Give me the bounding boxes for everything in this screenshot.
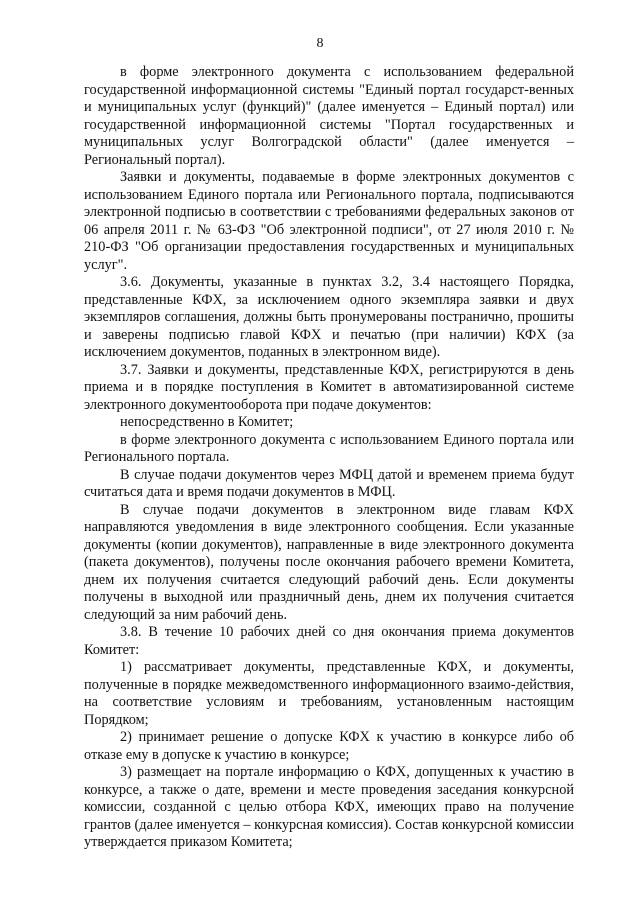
- paragraph-electronic-notice: В случае подачи документов в электронном виде главам КФХ направляются уведомления в виде электронного сообщения. Если указанные документы (копии документов), направленные в виде электронного документа (пакета документов), получены после окончания рабочего времени Комитета, днем их получения считается следующий рабочий день. Если документы получены в выходной или праздничный день, днем их получения считается следующий за ним рабочий день.: [84, 501, 574, 623]
- paragraph-electronic-signature: Заявки и документы, подаваемые в форме электронных документов с использованием Единого портала или Регионального портала, подписываются электронной подписью в соответствии с требованиями федеральных законов от 06 апреля 2011 г. № 63-ФЗ "Об электронной подписи", от 27 июля 2010 г. № 210-ФЗ "Об организации предоставления государственных и муниципальных услуг".: [84, 169, 574, 273]
- paragraph-electronic-form: в форме электронного документа с использованием федеральной государственной информационной системы "Единый портал государст-венных и муниципальных услуг (функций)" (далее именуется – Единый портал) или государственной информационной системы "Портал государственных и муниципальных услуг Волгоградской области" (далее именуется – Региональный портал).: [84, 64, 574, 168]
- paragraph-3-6: 3.6. Документы, указанные в пунктах 3.2, 3.4 настоящего Порядка, представленные КФХ, за исключением одного экземпляра заявки и двух экземпляров соглашения, должны быть пронумерованы постранично, прошиты и заверены подписью главой КФХ и печатью (при наличии) КФХ (за исключением документов, поданных в электронном виде).: [84, 274, 574, 360]
- paragraph-3-8: 3.8. В течение 10 рабочих дней со дня окончания приема документов Комитет:: [84, 624, 574, 658]
- paragraph-item-1: 1) рассматривает документы, представленные КФХ, и документы, полученные в порядке межведомственного информационного взаимо-действия, на соответствие условиям и требованиям, установленным настоящим Порядком;: [84, 659, 574, 728]
- document-body: [84, 64, 574, 852]
- paragraph-item-2: 2) принимает решение о допуске КФХ к участию в конкурсе либо об отказе ему в допуске к участию в конкурсе;: [84, 729, 574, 763]
- paragraph-directly: непосредственно в Комитет;: [120, 414, 294, 430]
- paragraph-item-3: 3) размещает на портале информацию о КФХ, допущенных к участию в конкурсе, а также о дате, времени и месте проведения заседания конкурсной комиссии, созданной с целью отбора КФХ, имеющих право на получение грантов (далее именуется – конкурсная комиссия). Состав конкурсной комиссии утверждается приказом Комитета;: [84, 764, 574, 850]
- paragraph-electronic-portal: в форме электронного документа с использованием Единого портала или Регионального портала.: [84, 431, 574, 465]
- paragraph-mfc: В случае подачи документов через МФЦ датой и временем приема будут считаться дата и время подачи документов в МФЦ.: [84, 466, 574, 500]
- page-number: 8: [316, 36, 324, 51]
- paragraph-3-7: 3.7. Заявки и документы, представленные КФХ, регистрируются в день приема и в порядке поступления в Комитет в автоматизированной системе электронного документооборота при подаче документов:: [84, 361, 574, 413]
